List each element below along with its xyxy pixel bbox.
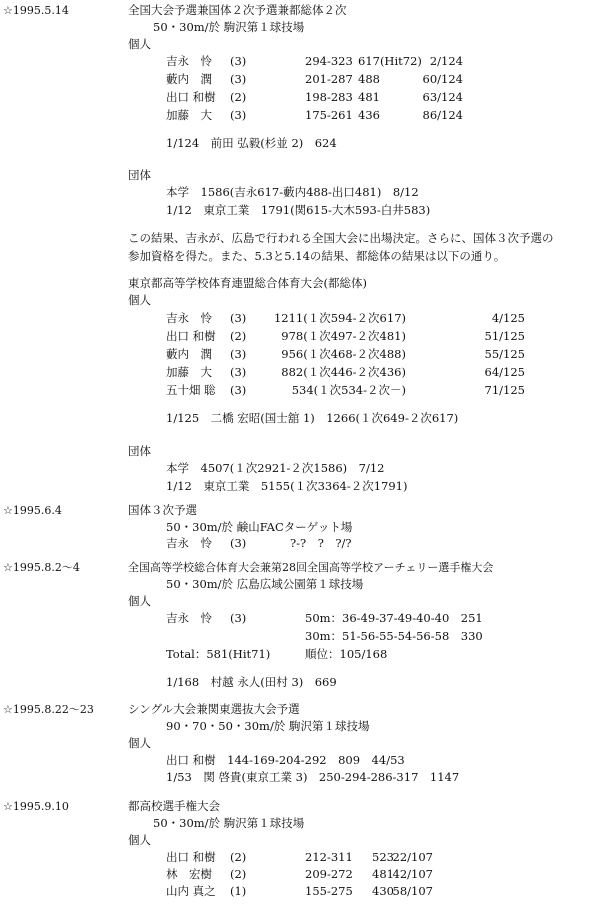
- athlete-name: 藪内 潤: [166, 72, 212, 86]
- athlete-name: 出口 和樹: [166, 329, 216, 343]
- top-result: 1/53 関 啓貴(東京工業 3) 250-294-286-317 1147: [166, 770, 460, 784]
- athlete-name: 吉永 怜: [166, 311, 212, 325]
- individual-label: 個人: [128, 37, 151, 51]
- score-detail: 956(１次468-２次488): [281, 347, 406, 361]
- athlete-grade: (3): [230, 536, 247, 550]
- round-scores: 175-261: [305, 108, 353, 122]
- rank: 4/125: [491, 311, 525, 325]
- team-label: 団体: [128, 444, 151, 458]
- score-detail: 882(１次446-２次436): [281, 365, 406, 379]
- rank: 42/107: [392, 867, 433, 881]
- event-title: 全国高等学校総合体育大会兼第28回全国高等学校アーチェリー選手権大会: [128, 561, 494, 574]
- round-scores: 155-275: [305, 884, 353, 898]
- athlete-grade: (2): [230, 867, 247, 881]
- athlete-grade: (2): [230, 329, 247, 343]
- team-top-result: 1/12 東京工業 5155(１次3364-２次1791): [166, 479, 408, 493]
- round-scores: 294-323: [305, 54, 353, 68]
- athlete-name: 吉永 怜: [166, 536, 212, 550]
- event-title: シングル大会兼関東選抜大会予選: [128, 702, 300, 716]
- distance-scores-50m: 50m：36-49-37-49-40-40 251: [305, 611, 483, 625]
- total-score: 488: [358, 72, 380, 86]
- total-score: 523: [372, 850, 394, 864]
- individual-label: 個人: [128, 833, 151, 847]
- top-result: 1/124 前田 弘毅(杉並 2) 624: [166, 136, 337, 150]
- athlete-name: 出口 和樹: [166, 850, 216, 864]
- individual-label: 個人: [128, 594, 151, 608]
- event-title: 全国大会予選兼国体２次予選兼都総体２次: [128, 3, 347, 17]
- event-date: ☆1995.9.10: [3, 800, 69, 813]
- event-title: 東京都高等学校体育連盟総合体育大会(都総体): [128, 276, 367, 290]
- athlete-grade: (2): [230, 90, 247, 104]
- athlete-grade: (3): [230, 611, 247, 625]
- athlete-grade: (3): [230, 365, 247, 379]
- team-label: 団体: [128, 168, 151, 182]
- rank: 22/107: [392, 850, 433, 864]
- athlete-grade: (3): [230, 72, 247, 86]
- event-title: 国体３次予選: [128, 503, 197, 517]
- individual-label: 個人: [128, 293, 151, 307]
- event-venue: 50・30m/於 鹸山FACターゲット場: [166, 520, 353, 534]
- round-scores: 198-283: [305, 90, 353, 104]
- event-venue: 50・30m/於 駒沢第１球技場: [153, 20, 305, 34]
- round-scores: ?-? ? ?/?: [290, 536, 352, 550]
- event-venue: 90・70・50・30m/於 駒沢第１球技場: [166, 719, 370, 733]
- top-result: 1/168 村越 永人(田村 3) 669: [166, 675, 337, 689]
- athlete-grade: (3): [230, 108, 247, 122]
- athlete-grade: (3): [230, 311, 247, 325]
- total-score: 430: [372, 884, 394, 898]
- total-score: 436: [358, 108, 380, 122]
- team-result: 本学 4507(１次2921-２次1586) 7/12: [166, 461, 385, 475]
- athlete-name: 出口 和樹: [166, 90, 216, 104]
- athlete-name: 加藤 大: [166, 108, 212, 122]
- score-detail: 1211(１次594-２次617): [273, 311, 406, 325]
- event-date: ☆1995.8.2～4: [3, 561, 80, 574]
- athlete-grade: (3): [230, 347, 247, 361]
- rank: 64/125: [484, 365, 525, 379]
- rank: 55/125: [484, 347, 525, 361]
- summary-line: 参加資格を得た。また、5.3と5.14の結果、都総体の結果は以下の通り。: [128, 249, 506, 263]
- total-score: 481: [358, 90, 380, 104]
- round-scores: 209-272: [305, 867, 353, 881]
- score-detail: 534(１次534-２次－): [291, 383, 406, 397]
- top-result: 1/125 二橋 宏昭(国士舘 1) 1266(１次649-２次617): [166, 411, 459, 425]
- rank: 58/107: [392, 884, 433, 898]
- event-venue: 50・30m/於 広島広域公園第１球技場: [166, 577, 364, 591]
- athlete-grade: (3): [230, 383, 247, 397]
- event-venue: 50・30m/於 駒沢第１球技場: [153, 816, 305, 830]
- athlete-grade: (3): [230, 54, 247, 68]
- athlete-name: 吉永 怜: [166, 54, 212, 68]
- athlete-name: 林 宏樹: [166, 867, 212, 881]
- event-date: ☆1995.6.4: [3, 504, 62, 517]
- athlete-name: 山内 真之: [166, 884, 216, 898]
- athlete-name: 吉永 怜: [166, 611, 212, 625]
- event-date: ☆1995.8.22～23: [3, 703, 94, 716]
- total-score: 617(Hit72): [358, 54, 422, 68]
- athlete-name: 加藤 大: [166, 365, 212, 379]
- rank: 2/124: [429, 54, 463, 68]
- athlete-name: 五十畑 聡: [166, 383, 216, 397]
- athlete-grade: (1): [230, 884, 247, 898]
- result-row: 出口 和樹 144-169-204-292 809 44/53: [166, 753, 405, 767]
- rank: 71/125: [484, 383, 525, 397]
- rank: 60/124: [422, 72, 463, 86]
- rank: 63/124: [422, 90, 463, 104]
- rank: 86/124: [422, 108, 463, 122]
- round-scores: 212-311: [305, 850, 353, 864]
- athlete-name: 藪内 潤: [166, 347, 212, 361]
- individual-label: 個人: [128, 736, 151, 750]
- round-scores: 201-287: [305, 72, 353, 86]
- rank: 51/125: [484, 329, 525, 343]
- team-result: 本学 1586(吉永617-藪内488-出口481) 8/12: [166, 185, 419, 199]
- total-score: Total：581(Hit71): [166, 647, 271, 661]
- total-score: 481: [372, 867, 394, 881]
- event-title: 都高校選手権大会: [128, 799, 220, 813]
- score-detail: 978(１次497-２次481): [281, 329, 406, 343]
- team-top-result: 1/12 東京工業 1791(関615-大木593-白井583): [166, 203, 431, 217]
- summary-line: この結果、吉永が、広島で行われる全国大会に出場決定。さらに、国体３次予選の: [128, 231, 554, 245]
- rank: 順位：105/168: [305, 647, 388, 661]
- distance-scores-30m: 30m：51-56-55-54-56-58 330: [305, 629, 483, 643]
- event-date: ☆1995.5.14: [3, 4, 69, 17]
- athlete-grade: (2): [230, 850, 247, 864]
